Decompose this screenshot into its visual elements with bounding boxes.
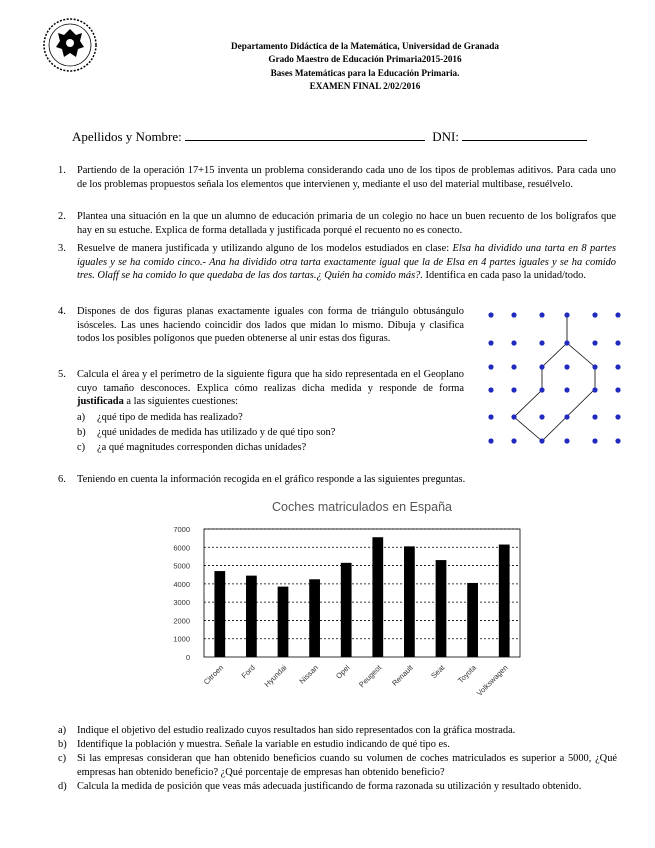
geoboard-peg: [511, 414, 516, 419]
geoboard-peg: [488, 414, 493, 419]
geoboard-peg: [488, 364, 493, 369]
geoboard-peg: [615, 312, 620, 317]
geoboard-peg: [539, 364, 544, 369]
bar-chart: [160, 494, 540, 704]
y-tick-label: 0: [185, 653, 190, 662]
geoboard-peg: [615, 340, 620, 345]
bar-nissan: [309, 579, 320, 657]
x-tick-label: Nissan: [297, 663, 321, 686]
question-2-text: Plantea una situación en la que un alumno de educación primaria de un colegio no hace un buen recuento de los bolígrafos que hay en su estuche. Explica de forma detallada y justificada porqué el recuento no es conecto.: [77, 211, 616, 236]
geoboard-peg: [539, 414, 544, 419]
bar-renault: [404, 546, 415, 657]
geoboard-peg: [511, 438, 516, 443]
x-tick-label: Hyundai: [262, 663, 289, 689]
geoboard-peg: [539, 340, 544, 345]
degree-title: Grado Maestro de Educación Primaria2015-2016: [268, 54, 462, 64]
question-number: 3.: [58, 243, 66, 254]
question-number: 1.: [58, 165, 66, 176]
bar-opel: [341, 563, 352, 657]
x-tick-label: Seat: [429, 663, 447, 681]
question-4-text: Dispones de dos figuras planas exactamente iguales con forma de triángulo obtusángulo isósceles. Las unes haciendo coincidir dos lados que midan lo mismo. Dibuja y clasifica todos los posibles polígonos que pueden obtenerse al unir estas dos figuras.: [77, 306, 464, 345]
geoboard-peg: [539, 438, 544, 443]
geoboard-peg: [592, 312, 597, 317]
geoboard-peg: [615, 438, 620, 443]
geoboard-peg: [488, 387, 493, 392]
question-3-text: Resuelve de manera justificada y utilizando alguno de los modelos estudiados en clase: Elsa ha dividido una tarta en 8 partes iguales y se ha comido cinco.- Ana ha dividido otra tarta exactamente igual que la de Elsa en 4 partes iguales y se ha comido tres. Olaff se ha comido lo que quedaba de las dos tartas.¿ Quién ha comido más?. Identifica en cada paso la unidad/todo.: [77, 243, 616, 282]
geoboard-peg: [615, 414, 620, 419]
bar-hyundai: [278, 587, 289, 657]
geoboard-shape-outline: [514, 315, 595, 441]
chart-title: Coches matriculados en España: [272, 500, 452, 514]
name-field[interactable]: [185, 128, 425, 141]
geoboard-peg: [511, 364, 516, 369]
x-tick-label: Toyota: [456, 663, 479, 686]
geoboard-peg: [564, 312, 569, 317]
y-tick-label: 6000: [173, 543, 190, 553]
dni-field[interactable]: [462, 128, 587, 141]
geoboard-peg: [592, 340, 597, 345]
exam-title: EXAMEN FINAL 2/02/2016: [309, 81, 421, 91]
bar-citroen: [214, 571, 225, 657]
geoboard-peg: [488, 438, 493, 443]
final-questions: a) Indique el objetivo del estudio realizado cuyos resultados han sido representados con la gráfica mostrada. b) Identifique la población y muestra. Señale la variable en estudio indicando de qué tipo es. c) Si las empresas consideran que han obtenido beneficios cuando su volumen de coches matriculados es superior a 5000, ¿Qué empresas han obtenido beneficio? ¿Qué porcentaje de empresas han obtenido beneficio? d) Calcula la medida de posición que veas más adecuada justificando de forma razonada su utilización y resultado obtenido.: [58, 725, 617, 792]
y-tick-label: 2000: [173, 616, 190, 626]
geoboard-figure: [484, 306, 624, 446]
question-6-text: Teniendo en cuenta la información recogida en el gráfico responde a las siguientes preguntas.: [77, 474, 466, 485]
bar-toyota: [467, 583, 478, 657]
geoboard-peg: [511, 387, 516, 392]
bar-ford: [246, 576, 257, 657]
geoboard-peg: [564, 364, 569, 369]
university-crest-logo: [42, 17, 98, 73]
y-tick-label: 7000: [173, 525, 190, 534]
question-number: 6.: [58, 474, 66, 485]
question-5-subquestions: a) ¿qué tipo de medida has realizado? b) ¿qué unidades de medida has utilizado y de qué tipo son? c) ¿a qué magnitudes corresponden dichas unidades?: [77, 412, 336, 453]
student-info-line: [72, 128, 587, 145]
question-5-text: Calcula el área y el perímetro de la siguiente figura que ha sido representada en el Geoplano cuyo tamaño desconoces. Explica cómo realizas dicha medida y responde de forma justificada a las siguientes cuestiones:: [77, 369, 464, 408]
question-1-text: Partiendo de la operación 17+15 inventa un problema considerando cada uno de los tipos de problemas aditivos. Para cada uno de los problemas propuestos señala los elementos que intervienen y, mediante el uso del material multibase, resuélvelo.: [77, 165, 616, 190]
bar-peugeot: [372, 537, 383, 657]
y-tick-label: 1000: [173, 634, 190, 644]
x-tick-label: Ford: [239, 663, 257, 681]
name-label: Apellidos y Nombre:: [72, 129, 182, 144]
dni-label: DNI:: [432, 129, 459, 144]
x-tick-label: Volkswagen: [474, 663, 510, 698]
geoboard-peg: [564, 387, 569, 392]
geoboard-peg: [539, 312, 544, 317]
geoboard-peg: [592, 364, 597, 369]
x-tick-label: Renault: [390, 663, 415, 688]
department-title: Departamento Didáctica de la Matemática, Universidad de Granada: [231, 41, 499, 51]
y-tick-label: 4000: [173, 579, 190, 589]
geoboard-peg: [564, 414, 569, 419]
geoboard-peg: [564, 340, 569, 345]
bar-volkswagen: [499, 545, 510, 657]
question-number: 2.: [58, 211, 66, 222]
x-tick-label: Opel: [334, 663, 352, 681]
bar-seat: [436, 560, 447, 657]
geoboard-peg: [592, 387, 597, 392]
geoboard-peg: [615, 387, 620, 392]
geoboard-peg: [511, 340, 516, 345]
geoboard-peg: [539, 387, 544, 392]
geoboard-peg: [564, 438, 569, 443]
y-tick-label: 5000: [173, 561, 190, 571]
geoboard-peg: [615, 364, 620, 369]
course-title: Bases Matemáticas para la Educación Primaria.: [270, 68, 460, 78]
geoboard-peg: [488, 340, 493, 345]
geoboard-peg: [488, 312, 493, 317]
geoboard-peg: [592, 414, 597, 419]
geoboard-peg: [592, 438, 597, 443]
question-number: 4.: [58, 306, 66, 317]
x-tick-label: Peugeot: [357, 663, 384, 690]
x-tick-label: Citroen: [201, 663, 226, 687]
y-tick-label: 3000: [173, 598, 190, 608]
question-number: 5.: [58, 369, 66, 380]
geoboard-peg: [511, 312, 516, 317]
